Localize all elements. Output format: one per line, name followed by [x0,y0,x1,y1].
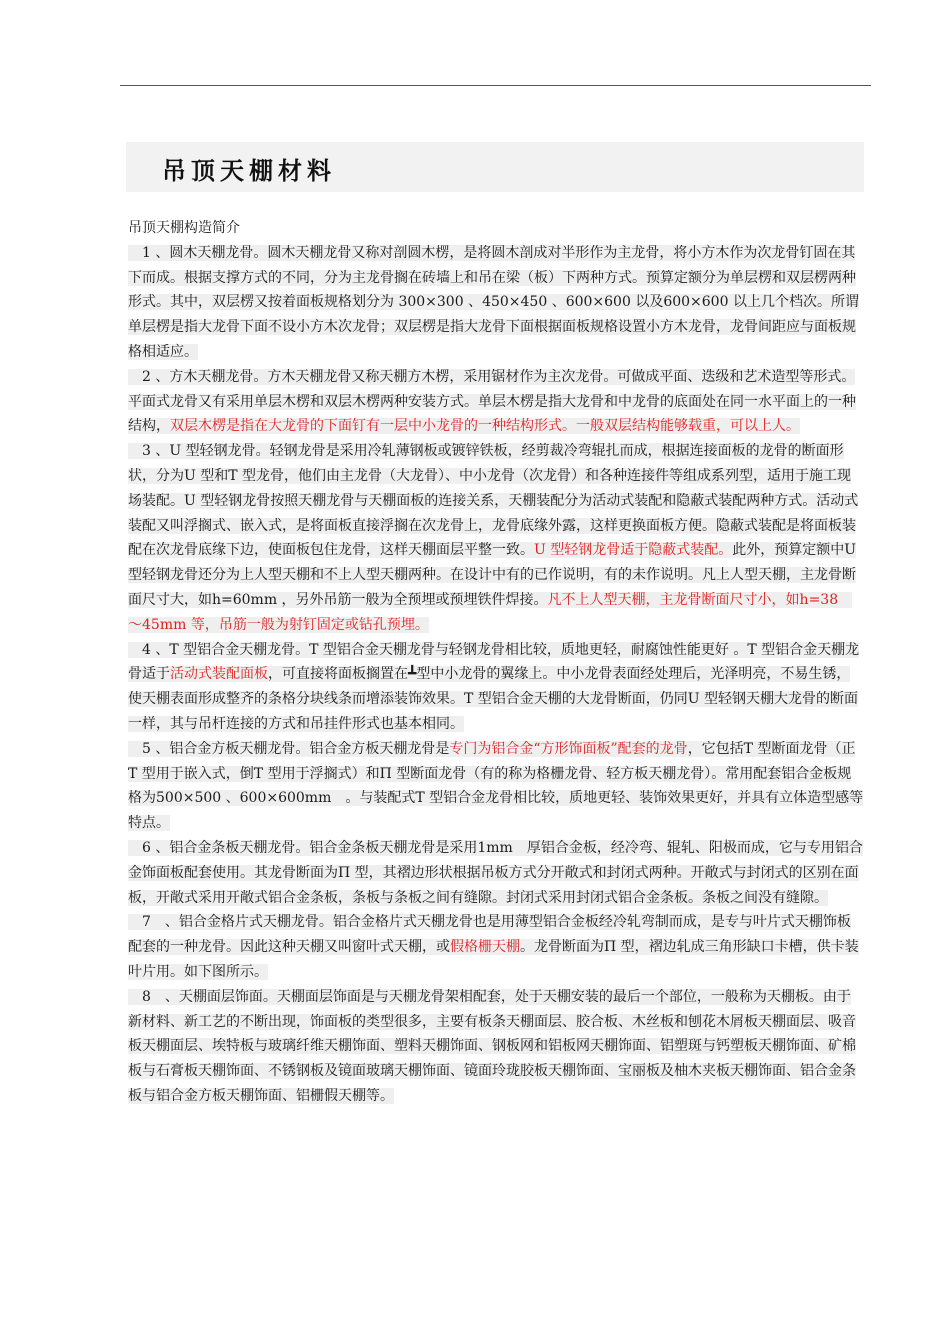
document-body [128,216,864,1109]
text-run: 2 、方木天棚龙骨。方木天棚龙骨又称天棚方木楞，采用锯材作为主次龙骨。可做成平面、迭级和艺术造型等形式。平面式龙骨又有采用单层木楞和双层木楞两种安装方式。单层木楞是指大龙骨和中龙骨的底面处在同一水平面上的一种结构， [128,368,856,435]
text-run: ，可直接将面板搁置在┻型中小龙骨的翼缘上。中小龙骨表面经处理后，光泽明亮，不易生锈，使天棚表面形成整齐的条格分块线条而增添装饰效果。T 型铝合金天棚的大龙骨断面，仍同U 型轻钢天棚大龙骨的断面一样，其与吊杆连接的方式和吊挂件形式也基本相同。 [128,666,859,732]
paragraph-text [128,443,858,633]
highlighted-text: 活动式装配面板 [170,666,268,683]
text-run: 8 、天棚面层饰面。天棚面层饰面是与天棚龙骨架相配套，处于天棚安装的最后一个部位，一般称为天棚板。由于新材料、新工艺的不断出现，饰面板的类型很多，主要有板条天棚面层、胶合板、木丝板和刨花木屑板天棚面层、吸音板天棚面层、埃特板与玻璃纤维天棚饰面、塑料天棚饰面、钢板网和铝板网天棚饰面、铝塑斑与钙塑板天棚饰面、矿棉板与石膏板天棚饰面、不锈钢板及镜面玻璃天棚饰面、镜面玲珑胶板天棚饰面、宝丽板及柚木夹板天棚饰面、铝合金条板与铝合金方板天棚饰面、铝栅假天棚等。 [128,988,856,1104]
paragraph [128,439,864,637]
paragraph [128,985,864,1109]
paragraph-text [128,741,863,831]
paragraph-text [128,914,859,980]
highlighted-text: 凡不上人型天棚，主龙骨断面尺寸小，如h=38 ～45mm 等，吊筋一般为射钉固定或钻孔预埋。 [128,591,853,633]
paragraph [128,910,864,984]
text-run: 1 、圆木天棚龙骨。圆木天棚龙骨又称对剖圆木楞，是将圆木剖成对半形作为主龙骨，将小方木作为次龙骨钉固在其下而成。根据支撑方式的不同，分为主龙骨搁在砖墙上和吊在梁（板）下两种方式。预算定额分为单层楞和双层楞两种形式。其中，双层楞又按着面板规格划分为 300×300 、450×450 、600×600 以及600×600 以上几个档次。所谓单层楞是指大龙骨下面不设小方木次龙骨；双层楞是指大龙骨下面根据面板规格设置小方木龙骨，龙骨间距应与面板规格相适应。 [128,244,859,360]
text-run: 此外，预算定额中U 型轻钢龙骨还分为上人型天棚和不上人型天棚两种。在设计中有的已作说明，有的未作说明。凡上人型天棚，主龙骨断面尺寸大，如h=60mm ，另外吊筋一般为全预埋或预埋铁件焊接。 [128,542,857,608]
text-run: 4 、T 型铝合金天棚龙骨。T 型铝合金天棚龙骨与轻钢龙骨相比较，质地更轻，耐腐蚀性能更好 。T 型铝合金天棚龙骨适于 [128,641,860,683]
paragraph [128,737,864,836]
text-run: 7 、铝合金格片式天棚龙骨。铝合金格片式天棚龙骨也是用薄型铝合金板经冷轧弯制而成，是专与叶片式天棚饰板配套的一种龙骨。因此这种天棚又叫窗叶式天棚，或 [128,914,851,956]
title-band [126,142,864,192]
text-run: 5 、铝合金方板天棚龙骨。铝合金方板天棚龙骨是 [128,740,450,757]
highlighted-text: 假格栅天棚 [450,939,520,956]
header-rule [120,85,871,86]
paragraph [128,241,864,365]
paragraph-text [128,245,859,360]
paragraph-text [128,989,856,1104]
highlighted-text: 专门为铝合金“方形饰面板”配套的龙骨 [449,740,688,757]
paragraph-text [128,369,856,435]
document-title: 吊顶天棚材料 [162,157,336,185]
text-run: 6 、铝合金条板天棚龙骨。铝合金条板天棚龙骨是采用1mm 厚铝合金板，经冷弯、辊轧、阳极而成，它与专用铝合金饰面板配套使用。其龙骨断面为Π 型，其褶边形状根据吊板方式分开敞式和封闭式两种。开敞式与封闭式的区别在面板，开敞式采用开敞式铝合金条板，条板与条板之间有缝隙。封闭式采用封闭式铝合金条板。条板之间没有缝隙。 [128,839,863,906]
text-run: ，它包括T 型断面龙骨（正T 型用于嵌入式，倒T 型用于浮搁式）和Π 型断面龙骨（有的称为格栅龙骨、轻方板天棚龙骨）。常用配套铝合金板规格为500×500 、600×600mm 。与装配式T 型铝合金龙骨相比较，质地更轻、装饰效果更好，并具有立体造型感等特点。 [128,740,864,832]
paragraph-text [128,642,859,732]
paragraph [128,365,864,439]
text-run: 。龙骨断面为Π 型，褶边轧成三角形缺口卡槽，供卡装叶片用。如下图所示。 [128,939,859,980]
paragraph [128,836,864,910]
text-run: 3 、U 型轻钢龙骨。轻钢龙骨是采用冷轧薄钢板或镀锌铁板，经剪裁冷弯辊扎而成，根据连接面板的龙骨的断面形状，分为U 型和T 型龙骨，他们由主龙骨（大龙骨）、中小龙骨（次龙骨）和各种连接件等组成系列型，适用于施工现场装配。U 型轻钢龙骨按照天棚龙骨与天棚面板的连接关系，天棚装配分为活动式装配和隐蔽式装配两种方式。活动式装配又叫浮搁式、嵌入式，是将面板直接浮搁在次龙骨上，龙骨底缘外露，这样更换面板方便。隐蔽式装配是将面板装配在次龙骨底缘下边，使面板包住龙骨，这样天棚面层平整一致。 [128,443,859,559]
paragraph-list [128,241,864,1109]
paragraph-text [128,840,863,906]
highlighted-text: 双层木楞是指在大龙骨的下面钉有一层中小龙骨的一种结构形式。一般双层结构能够载重，可以上人。 [170,418,800,435]
highlighted-text: U 型轻钢龙骨适于隐蔽式装配。 [534,542,733,559]
section-intro: 吊顶天棚构造简介 [128,220,240,236]
paragraph [128,638,864,737]
